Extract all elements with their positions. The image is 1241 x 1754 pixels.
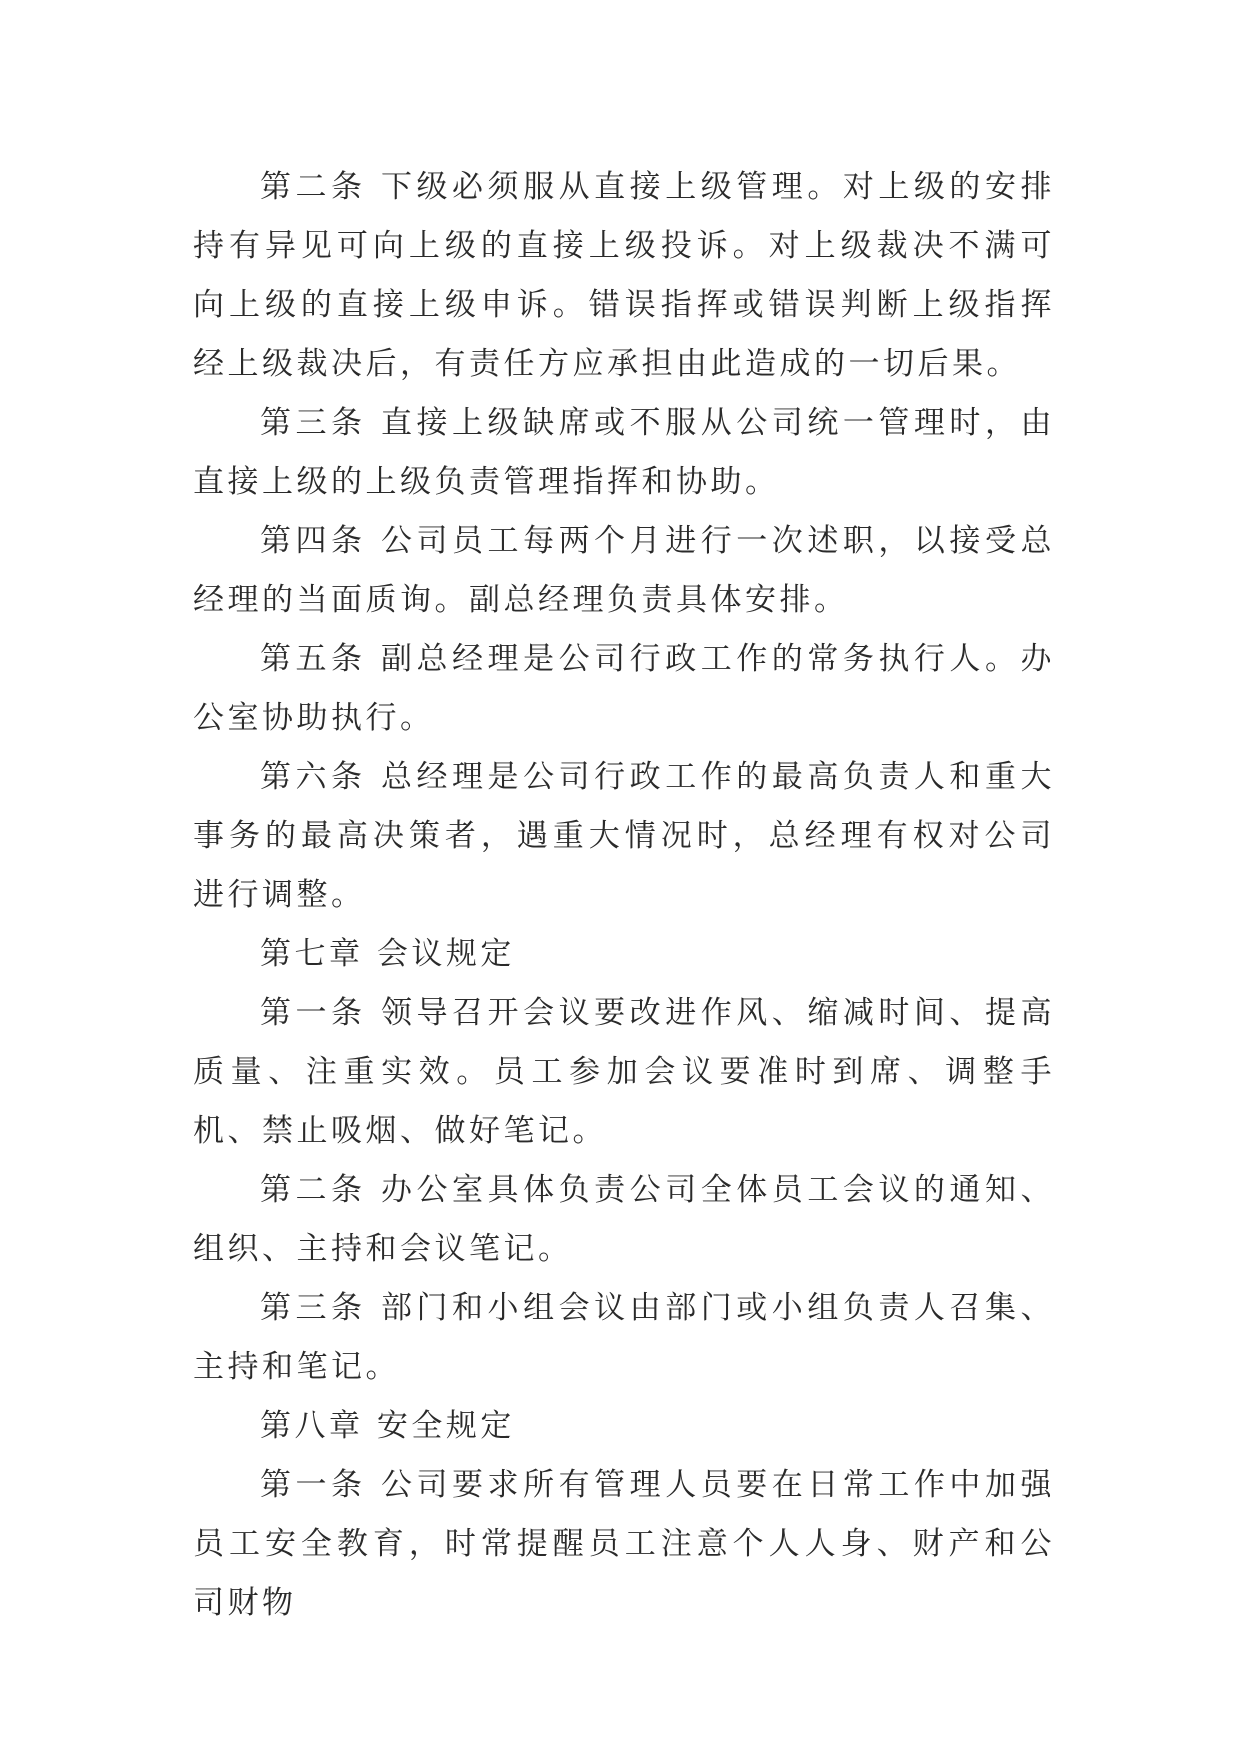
article-2-command-hierarchy: 第二条 下级必须服从直接上级管理。对上级的安排持有异见可向上级的直接上级投诉。对上级裁决不满可向上级的直接上级申诉。错误指挥或错误判断上级指挥经上级裁决后，有责任方应承担由此造成的一切后果。: [193, 169, 1055, 382]
article-5-deputy-gm-role: 第五条 副总经理是公司行政工作的常务执行人。办公室协助执行。: [193, 641, 1055, 736]
meeting-article-3: 第三条 部门和小组会议由部门或小组负责人召集、主持和笔记。: [193, 1290, 1055, 1385]
article-4-bimonthly-report: 第四条 公司员工每两个月进行一次述职，以接受总经理的当面质询。副总经理负责具体安排。: [193, 523, 1055, 618]
meeting-article-2: 第二条 办公室具体负责公司全体员工会议的通知、组织、主持和会议笔记。: [193, 1172, 1055, 1267]
document-body: [193, 158, 1055, 1633]
meeting-article-1: 第一条 领导召开会议要改进作风、缩减时间、提高质量、注重实效。员工参加会议要准时到席、调整手机、禁止吸烟、做好笔记。: [193, 995, 1055, 1149]
chapter-8-heading: 第八章 安全规定: [260, 1408, 515, 1444]
article-3-superior-absence: 第三条 直接上级缺席或不服从公司统一管理时，由直接上级的上级负责管理指挥和协助。: [193, 405, 1055, 500]
chapter-7-heading: 第七章 会议规定: [260, 936, 515, 972]
safety-article-1: 第一条 公司要求所有管理人员要在日常工作中加强员工安全教育，时常提醒员工注意个人人身、财产和公司财物: [193, 1467, 1055, 1621]
article-6-gm-role: 第六条 总经理是公司行政工作的最高负责人和重大事务的最高决策者，遇重大情况时，总经理有权对公司进行调整。: [193, 759, 1055, 913]
